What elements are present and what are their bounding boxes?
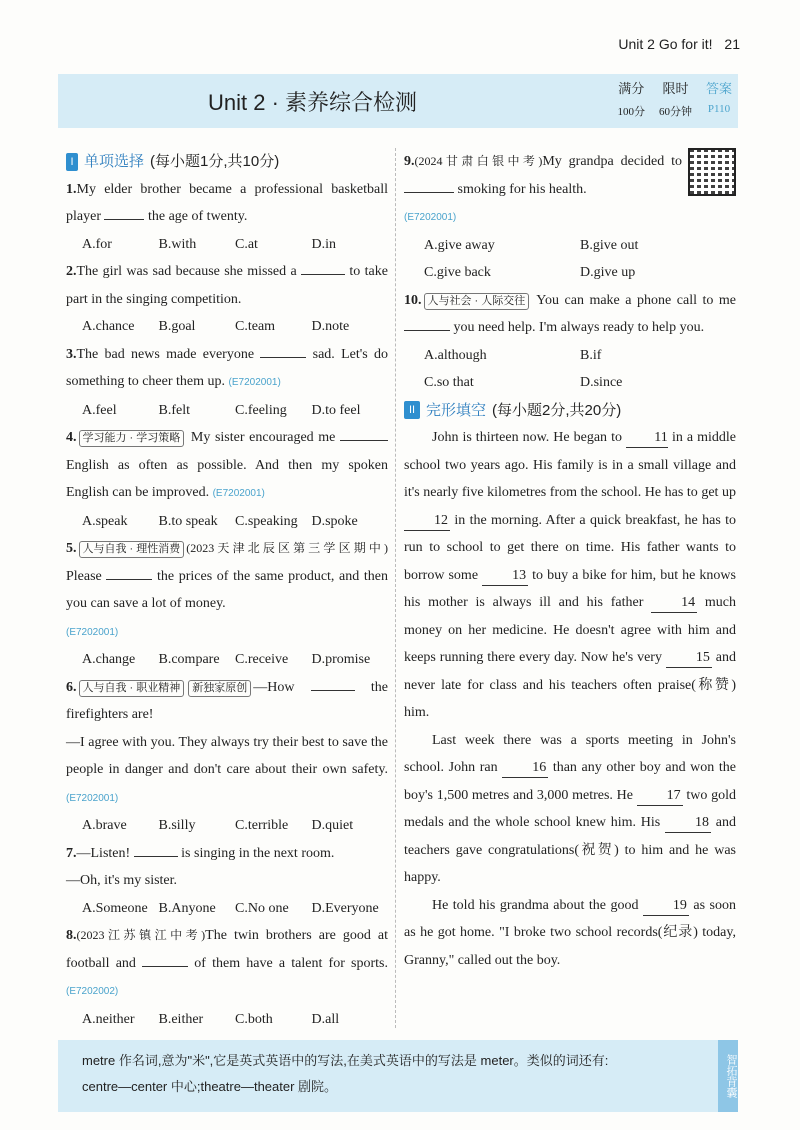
question-text: —I agree with you. They always try their best to save the people in danger and don't care about their own safety. <box>66 734 388 777</box>
meta-time: 60分钟 <box>658 106 692 118</box>
passage-text: Last week there was a sports meeting in John's school. John ran <box>404 732 736 775</box>
passage-paragraph-1 <box>404 424 736 727</box>
question-text: My elder brother became a professional basketball player <box>66 181 388 224</box>
question-text: the prices of the same product, and then you can save a lot of money. <box>66 568 388 611</box>
meta-header-answer: 答案 <box>705 81 732 96</box>
question-text: English as often as possible. And then my spoken English can be improved. <box>66 457 388 500</box>
answer-blank[interactable] <box>260 357 306 358</box>
meta-header-time: 限时 <box>662 81 689 96</box>
item-code: (E7202001) <box>404 212 457 223</box>
question-text: —How <box>253 679 311 695</box>
question-text: sad. Let's do something to cheer them up. <box>66 346 388 389</box>
question-number: 2. <box>66 264 77 279</box>
option[interactable]: B.to speak <box>158 513 218 529</box>
question-text: you need help. I'm always ready to help you. <box>450 320 705 335</box>
item-code: (E7202001) <box>212 488 265 499</box>
tip-side-label: 智拓背囊 <box>718 1040 738 1112</box>
option[interactable]: A.brave <box>82 818 127 833</box>
passage-text: much money on her medicine. He doesn't agree with him and keeps running there every day. Now he's very <box>404 595 736 665</box>
question-text: The bad news made everyone <box>76 346 261 362</box>
question-5 <box>66 535 388 674</box>
section-number-icon: I <box>66 153 78 171</box>
option[interactable]: D.to feel <box>311 402 361 418</box>
passage-text: two gold medals and the whole school knew him. His <box>404 787 736 830</box>
option[interactable]: D.in <box>311 236 336 252</box>
question-source: (2023江苏镇江中考) <box>76 928 206 942</box>
section-title: 完形填空 <box>426 401 487 419</box>
competency-tag: 人与自我 · 职业精神 <box>79 680 185 697</box>
cloze-blank-13[interactable]: 13 <box>482 567 528 586</box>
answer-blank[interactable] <box>404 330 450 331</box>
option[interactable]: B.if <box>580 347 602 363</box>
question-text: the firefighters are! <box>66 679 388 722</box>
option[interactable]: C.at <box>235 236 258 252</box>
passage-text: John is thirteen now. He began to <box>432 430 626 445</box>
answer-blank[interactable] <box>104 219 144 220</box>
tip-line-2: centre—center 中心;theatre—theater 剧院。 <box>82 1079 338 1094</box>
question-6 <box>66 674 388 840</box>
question-text: to take part in the singing competition. <box>66 264 388 307</box>
option[interactable]: D.give up <box>580 265 636 280</box>
option[interactable]: A.Someone <box>82 900 148 916</box>
left-column <box>66 148 388 1033</box>
question-text: The twin brothers are good at football and <box>66 928 388 971</box>
question-text: My grandpa decided to <box>542 154 682 169</box>
cloze-blank-16[interactable]: 16 <box>502 759 548 778</box>
option[interactable]: D.spoke <box>311 513 358 529</box>
cloze-blank-14[interactable]: 14 <box>651 594 697 613</box>
option[interactable]: D.since <box>580 375 623 390</box>
question-8 <box>66 922 388 1033</box>
tip-box <box>58 1040 738 1112</box>
meta-answer-page: P110 <box>707 103 731 115</box>
cloze-blank-18[interactable]: 18 <box>665 814 711 833</box>
option[interactable]: B.compare <box>158 652 220 667</box>
original-tag: 新独家原创 <box>188 680 251 697</box>
item-code: (E7202001) <box>66 626 119 638</box>
option[interactable]: B.with <box>158 236 197 252</box>
question-text: Please <box>66 568 107 584</box>
question-number: 1. <box>66 181 77 197</box>
exam-meta <box>617 78 732 119</box>
passage-paragraph-3 <box>404 892 736 975</box>
section-title: 单项选择 <box>84 153 145 170</box>
competency-tag: 人与自我 · 理性消费 <box>79 541 185 558</box>
page-title: Unit 2 · 素养综合检测 <box>208 90 418 115</box>
question-text: —Oh, it's my sister. <box>66 873 178 888</box>
option[interactable]: D.note <box>311 319 350 334</box>
passage-text: He told his grandma about the good <box>432 897 643 913</box>
question-text: You can make a phone call to me <box>531 292 736 308</box>
section-number-icon: II <box>404 401 420 419</box>
option[interactable]: B.either <box>158 1011 204 1027</box>
option[interactable]: A.neither <box>82 1011 135 1027</box>
right-column <box>404 148 736 974</box>
option[interactable]: D.quiet <box>311 818 354 833</box>
option[interactable]: C.so that <box>424 375 474 390</box>
option[interactable]: B.goal <box>158 319 196 334</box>
competency-tag: 人与社会 · 人际交往 <box>424 293 530 310</box>
question-7 <box>66 840 388 923</box>
answer-blank[interactable] <box>340 440 388 441</box>
option[interactable]: A.change <box>82 652 136 667</box>
cloze-blank-15[interactable]: 15 <box>666 649 712 668</box>
passage-text: than any other boy and won the boy's 1,500 metres and 3,000 metres. He <box>404 760 736 803</box>
meta-score: 100分 <box>617 106 645 118</box>
passage-text: as soon as he got home. "I broke two school records(纪录) today, Granny," called out the boy. <box>404 897 736 968</box>
option[interactable]: C.feeling <box>235 402 287 418</box>
option[interactable]: D.promise <box>311 652 371 667</box>
section-scoring: (每小题1分,共10分) <box>150 153 280 170</box>
item-code: (E7202002) <box>66 986 119 997</box>
cloze-blank-12[interactable]: 12 <box>404 512 450 531</box>
question-4 <box>66 424 388 535</box>
question-text: is singing in the next room. <box>177 845 335 861</box>
answer-blank[interactable] <box>404 192 454 193</box>
question-number: 10. <box>404 292 422 308</box>
question-text: My sister encouraged me <box>186 430 340 445</box>
tip-line-1: metre 作名词,意为"米",它是英式英语中的写法,在美式英语中的写法是 meter。类似的词还有: <box>82 1053 609 1068</box>
option[interactable]: A.although <box>424 347 487 363</box>
answer-blank[interactable] <box>142 966 188 967</box>
option[interactable]: C.team <box>235 319 276 334</box>
question-text: The girl was sad because she missed a <box>76 264 302 279</box>
question-text: the age of twenty. <box>144 209 248 224</box>
passage-paragraph-2 <box>404 727 736 892</box>
question-number: 6. <box>66 679 77 695</box>
question-number: 9. <box>404 154 415 169</box>
question-2 <box>66 258 388 341</box>
option[interactable]: C.terrible <box>235 818 289 833</box>
option[interactable]: B.silly <box>158 818 196 833</box>
cloze-blank-19[interactable]: 19 <box>643 897 689 916</box>
cloze-blank-11[interactable]: 11 <box>626 429 668 448</box>
question-text: smoking for his health. <box>454 181 587 197</box>
column-divider <box>395 148 396 1028</box>
option[interactable]: C.receive <box>235 652 289 667</box>
question-text: —Listen! <box>76 845 134 861</box>
qr-code-icon[interactable] <box>688 148 736 196</box>
passage-text: in the morning. After a quick breakfast, he has to run to school to get there on time. His father wants to borrow some <box>404 512 736 583</box>
option[interactable]: A.give away <box>424 237 495 253</box>
option[interactable]: B.Anyone <box>158 900 216 916</box>
question-1 <box>66 176 388 259</box>
section-1-heading <box>66 148 388 176</box>
option[interactable]: B.felt <box>158 402 190 418</box>
option[interactable]: C.speaking <box>235 513 298 529</box>
title-band <box>58 74 738 128</box>
meta-header-score: 满分 <box>618 81 645 96</box>
answer-blank[interactable] <box>106 579 152 580</box>
option[interactable]: A.speak <box>82 513 128 529</box>
question-source: (2024甘肃白银中考) <box>414 154 543 168</box>
question-number: 7. <box>66 845 77 861</box>
section-scoring: (每小题2分,共20分) <box>492 401 622 419</box>
question-number: 8. <box>66 928 77 943</box>
page-number: 21 <box>724 36 740 52</box>
answer-blank[interactable] <box>311 690 355 691</box>
question-10 <box>404 287 736 397</box>
question-number: 5. <box>66 541 77 556</box>
passage-text: and teachers gave congratulations(祝贺) to him and he was happy. <box>404 815 736 885</box>
running-header <box>618 36 740 52</box>
competency-tag: 学习能力 · 学习策略 <box>79 430 185 447</box>
question-text: of them have a talent for sports. <box>188 955 388 971</box>
option[interactable]: A.chance <box>82 319 135 334</box>
option[interactable]: D.all <box>311 1011 340 1027</box>
question-9 <box>404 148 736 287</box>
passage-text: to buy a bike for him, but he knows his mother is always ill and his father <box>404 567 736 610</box>
answer-blank[interactable] <box>134 856 178 857</box>
option[interactable]: A.for <box>82 236 112 252</box>
item-code: (E7202001) <box>66 792 119 804</box>
option[interactable]: C.give back <box>424 265 491 280</box>
option[interactable]: D.Everyone <box>311 900 379 916</box>
question-3 <box>66 341 388 425</box>
option[interactable]: C.No one <box>235 900 289 916</box>
passage-text: in a middle school two years ago. His family is in a small village and it's nearly five kilometres from the school. He has to get up <box>404 430 736 500</box>
running-title: Unit 2 Go for it! <box>618 36 713 52</box>
cloze-blank-17[interactable]: 17 <box>637 787 683 806</box>
option[interactable]: C.both <box>235 1011 273 1027</box>
question-source: (2023天津北辰区第三学区期中) <box>186 541 388 555</box>
option[interactable]: A.feel <box>82 402 117 418</box>
option[interactable]: B.give out <box>580 237 639 253</box>
passage-text: and never late for class and his teachers often praise(称赞) him. <box>404 650 736 720</box>
item-code: (E7202001) <box>228 377 281 388</box>
answer-blank[interactable] <box>301 274 345 275</box>
section-2-heading <box>404 397 736 425</box>
question-number: 4. <box>66 430 77 445</box>
question-number: 3. <box>66 346 77 362</box>
